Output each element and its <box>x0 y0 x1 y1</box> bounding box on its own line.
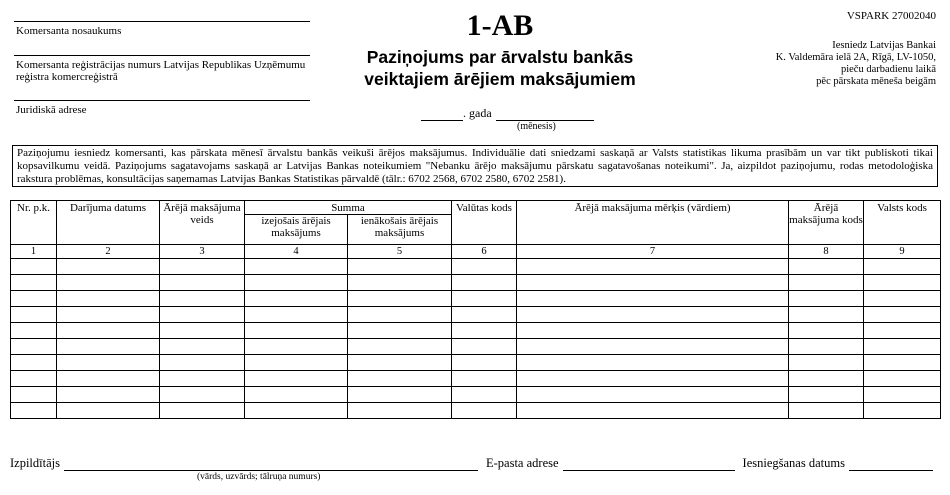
table-cell[interactable] <box>245 323 348 339</box>
table-cell[interactable] <box>57 291 160 307</box>
executor-caption: (vārds, uzvārds; tālruņa numurs) <box>197 472 321 482</box>
table-cell[interactable] <box>11 323 57 339</box>
table-cell[interactable] <box>789 291 864 307</box>
table-cell[interactable] <box>452 387 517 403</box>
executor-label: Izpildītājs <box>10 456 60 470</box>
submitter-line: Iesniedz Latvijas Bankai <box>832 40 936 51</box>
table-cell[interactable] <box>348 355 452 371</box>
form-code: 1-AB <box>466 9 534 42</box>
year-blank[interactable] <box>421 109 463 121</box>
table-cell[interactable] <box>789 259 864 275</box>
header-country: Valsts kods <box>864 201 941 245</box>
table-cell[interactable] <box>348 259 452 275</box>
legal-address-line[interactable] <box>14 100 310 101</box>
table-row <box>11 291 941 307</box>
table-cell[interactable] <box>517 387 789 403</box>
table-cell[interactable] <box>864 275 941 291</box>
table-row <box>11 323 941 339</box>
header-sum-outgoing: izejošais ārējais maksājums <box>245 215 348 245</box>
column-number: 6 <box>452 245 517 259</box>
header-payment-type: Ārējā maksājuma veids <box>160 201 245 245</box>
table-cell[interactable] <box>348 323 452 339</box>
table-cell[interactable] <box>160 355 245 371</box>
table-cell[interactable] <box>245 339 348 355</box>
table-cell[interactable] <box>348 403 452 419</box>
table-cell[interactable] <box>57 387 160 403</box>
legal-address-label: Juridiskā adrese <box>16 104 87 116</box>
table-cell[interactable] <box>789 323 864 339</box>
table-cell[interactable] <box>57 339 160 355</box>
form-title <box>340 46 660 90</box>
submitter-info <box>776 40 936 88</box>
table-cell[interactable] <box>160 275 245 291</box>
payments-table <box>10 200 941 419</box>
submitter-line: pieču darbadienu laikā <box>840 64 936 75</box>
registration-number-label: Komersanta reģistrācijas numurs Latvijas Republikas Uzņēmumu reģistra komercreģistrā <box>16 59 306 83</box>
table-cell[interactable] <box>11 307 57 323</box>
table-row <box>11 339 941 355</box>
table-cell[interactable] <box>57 355 160 371</box>
table-cell[interactable] <box>864 387 941 403</box>
table-cell[interactable] <box>864 291 941 307</box>
table-cell[interactable] <box>789 371 864 387</box>
table-cell[interactable] <box>348 275 452 291</box>
table-cell[interactable] <box>452 307 517 323</box>
header-payment-code: Ārējā maksājuma kods <box>789 201 864 245</box>
submission-date-label: Iesniegšanas datums <box>742 456 845 470</box>
table-cell[interactable] <box>11 339 57 355</box>
submission-date-field[interactable] <box>849 458 933 471</box>
table-row <box>11 403 941 419</box>
registration-number-line[interactable] <box>14 55 310 56</box>
table-cell[interactable] <box>348 371 452 387</box>
month-caption: (mēnesis) <box>517 121 556 132</box>
table-cell[interactable] <box>160 291 245 307</box>
table-cell[interactable] <box>864 355 941 371</box>
table-cell[interactable] <box>57 307 160 323</box>
table-cell[interactable] <box>517 371 789 387</box>
table-cell[interactable] <box>517 291 789 307</box>
column-number: 1 <box>11 245 57 259</box>
table-cell[interactable] <box>517 355 789 371</box>
table-cell[interactable] <box>517 307 789 323</box>
company-name-label: Komersanta nosaukums <box>16 25 122 37</box>
table-cell[interactable] <box>517 403 789 419</box>
table-cell[interactable] <box>348 307 452 323</box>
form-title-line1: Paziņojums par ārvalstu bankās <box>366 47 634 67</box>
table-cell[interactable] <box>864 371 941 387</box>
table-cell[interactable] <box>160 339 245 355</box>
column-number: 2 <box>57 245 160 259</box>
table-row <box>11 275 941 291</box>
table-row <box>11 307 941 323</box>
column-number: 4 <box>245 245 348 259</box>
column-number: 7 <box>517 245 789 259</box>
table-cell[interactable] <box>789 275 864 291</box>
table-cell[interactable] <box>517 259 789 275</box>
column-number: 8 <box>789 245 864 259</box>
signature-row <box>10 456 940 471</box>
column-number: 5 <box>348 245 452 259</box>
table-cell[interactable] <box>452 355 517 371</box>
column-number-row <box>11 245 941 259</box>
table-cell[interactable] <box>348 291 452 307</box>
table-cell[interactable] <box>517 275 789 291</box>
table-cell[interactable] <box>57 403 160 419</box>
header-purpose: Ārējā maksājuma mērķis (vārdiem) <box>517 201 789 245</box>
table-cell[interactable] <box>160 323 245 339</box>
column-number: 9 <box>864 245 941 259</box>
table-cell[interactable] <box>789 307 864 323</box>
table-cell[interactable] <box>11 275 57 291</box>
table-row <box>11 371 941 387</box>
table-cell[interactable] <box>245 291 348 307</box>
table-cell[interactable] <box>452 259 517 275</box>
table-cell[interactable] <box>348 339 452 355</box>
company-name-line[interactable] <box>14 21 310 22</box>
vspark-code: VSPARK 27002040 <box>846 10 936 22</box>
header-sum-incoming: ienākošais ārējais maksājums <box>348 215 452 245</box>
table-cell[interactable] <box>57 259 160 275</box>
table-cell[interactable] <box>789 355 864 371</box>
table-cell[interactable] <box>11 259 57 275</box>
table-cell[interactable] <box>160 371 245 387</box>
table-cell[interactable] <box>864 403 941 419</box>
table-cell[interactable] <box>11 403 57 419</box>
table-cell[interactable] <box>11 371 57 387</box>
column-number: 3 <box>160 245 245 259</box>
table-cell[interactable] <box>160 307 245 323</box>
table-cell[interactable] <box>245 387 348 403</box>
header-nr: Nr. p.k. <box>11 201 57 245</box>
month-blank[interactable] <box>496 109 594 121</box>
report-period <box>421 106 594 121</box>
header-date: Darījuma datums <box>57 201 160 245</box>
table-cell[interactable] <box>864 307 941 323</box>
table-cell[interactable] <box>452 339 517 355</box>
table-cell[interactable] <box>789 339 864 355</box>
table-cell[interactable] <box>245 403 348 419</box>
table-cell[interactable] <box>160 403 245 419</box>
table-cell[interactable] <box>517 339 789 355</box>
table-cell[interactable] <box>57 371 160 387</box>
table-cell[interactable] <box>11 291 57 307</box>
table-cell[interactable] <box>11 355 57 371</box>
table-cell[interactable] <box>452 291 517 307</box>
table-cell[interactable] <box>57 275 160 291</box>
table-cell[interactable] <box>864 339 941 355</box>
table-row <box>11 355 941 371</box>
table-cell[interactable] <box>452 403 517 419</box>
email-field[interactable] <box>563 458 735 471</box>
table-cell[interactable] <box>245 259 348 275</box>
table-cell[interactable] <box>160 259 245 275</box>
table-cell[interactable] <box>57 323 160 339</box>
table-row <box>11 387 941 403</box>
table-cell[interactable] <box>789 403 864 419</box>
submitter-line: pēc pārskata mēneša beigām <box>816 76 936 87</box>
table-cell[interactable] <box>245 355 348 371</box>
table-cell[interactable] <box>11 387 57 403</box>
notice-box: Paziņojumu iesniedz komersanti, kas pārskata mēnesī ārvalstu bankās veikuši ārējos maksājumus. Individuālie dati sniedzami saskaņā ar Valsts statistikas likuma prasībām un var tikt publiskoti tikai kopsavilkumu veidā. Paziņojums sagatavojams saskaņā ar Latvijas Bankas noteikumiem "Nebanku ārējo maksājumu pārskatu sagatavošanas noteikumi". Ja, aizpildot paziņojumu, rodas metodoloģiska rakstura problēmas, konsultācijas saņemamas Latvijas Bankas Statistikas pārvaldē (tālr.: 6702 2568, 6702 2580, 6702 2581). <box>12 145 938 187</box>
table-cell[interactable] <box>517 323 789 339</box>
table-cell[interactable] <box>245 307 348 323</box>
table-cell[interactable] <box>789 387 864 403</box>
table-cell[interactable] <box>160 387 245 403</box>
table-cell[interactable] <box>245 371 348 387</box>
table-cell[interactable] <box>452 275 517 291</box>
table-row <box>11 259 941 275</box>
table-cell[interactable] <box>452 323 517 339</box>
table-cell[interactable] <box>452 371 517 387</box>
executor-field[interactable] <box>64 458 478 471</box>
table-cell[interactable] <box>864 259 941 275</box>
table-cell[interactable] <box>245 275 348 291</box>
table-cell[interactable] <box>864 323 941 339</box>
table-cell[interactable] <box>348 387 452 403</box>
period-year-label: . gada <box>463 106 492 120</box>
header-currency: Valūtas kods <box>452 201 517 245</box>
form-title-line2: veiktajiem ārējiem maksājumiem <box>364 69 636 89</box>
email-label: E-pasta adrese <box>486 456 559 470</box>
header-sum: Summa <box>245 201 452 215</box>
submitter-line: K. Valdemāra ielā 2A, Rīgā, LV-1050, <box>775 52 936 63</box>
